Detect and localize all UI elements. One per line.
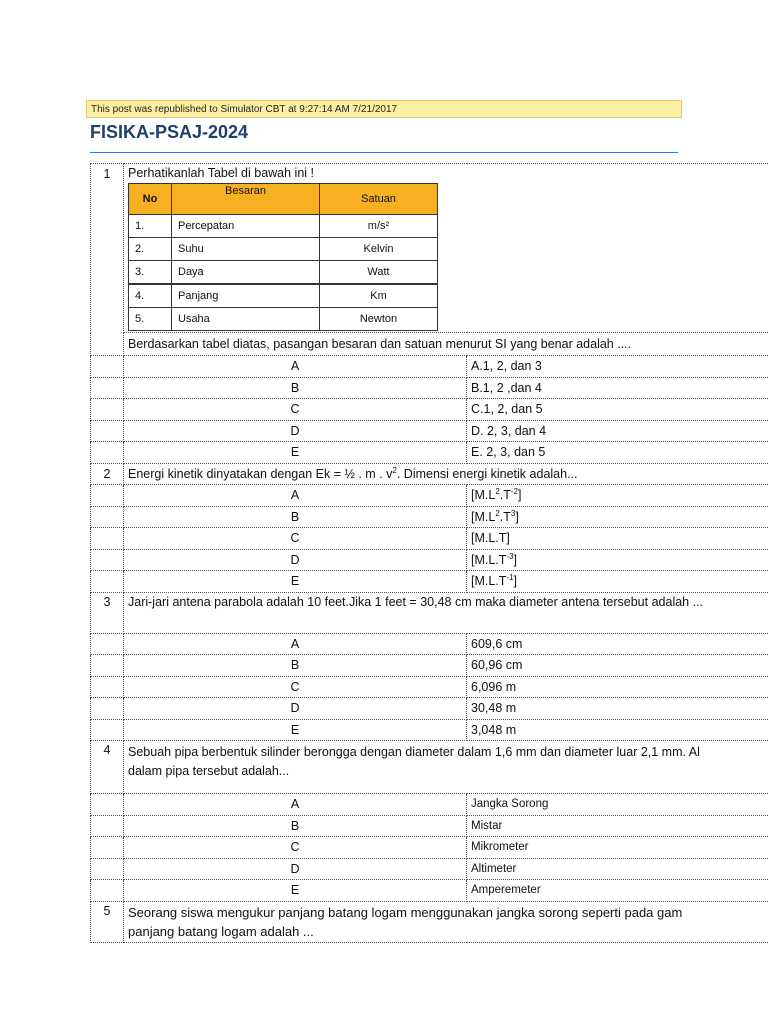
option-letter[interactable]: D	[124, 858, 467, 880]
quantity-table-row	[129, 308, 438, 331]
option-text[interactable]: Mikrometer	[467, 837, 768, 859]
header-besaran: Besaran	[172, 184, 320, 215]
question-1-text: Berdasarkan tabel diatas, pasangan besaran dan satuan menurut SI yang benar adalah ....	[124, 333, 768, 356]
option-text[interactable]	[467, 571, 768, 593]
question-4-line-1: Sebuah pipa berbentuk silinder berongga dengan diameter dalam 1,6 mm dan diameter luar 2,1 mm. Al	[128, 745, 700, 759]
row-no: 1.	[129, 215, 172, 238]
document-title: FISIKA-PSAJ-2024	[90, 122, 249, 142]
dim-base: [M.L.T	[471, 574, 507, 589]
dim-end: ]	[518, 488, 522, 503]
option-letter[interactable]: D	[124, 698, 467, 720]
option-letter[interactable]: E	[124, 719, 467, 741]
option-text[interactable]: 30,48 m	[467, 698, 768, 720]
question-2-text-pre: Energi kinetik dinyatakan dengan Ek = ½ . m . v	[128, 466, 393, 481]
row-no: 5.	[129, 308, 172, 331]
option-text[interactable]	[467, 549, 768, 571]
question-number: 1	[91, 164, 124, 356]
question-2-text	[124, 463, 768, 485]
option-letter[interactable]: A	[124, 794, 467, 816]
option-text[interactable]: A.1, 2, dan 3	[467, 356, 768, 378]
option-text[interactable]: Mistar	[467, 815, 768, 837]
dim-base: [M.L	[471, 488, 496, 503]
answer-option-row[interactable]	[91, 485, 768, 507]
question-2-text-post: . Dimensi energi kinetik adalah...	[396, 466, 578, 481]
option-letter[interactable]: E	[124, 442, 467, 464]
option-text[interactable]: 3,048 m	[467, 719, 768, 741]
option-letter[interactable]: C	[124, 399, 467, 421]
dim-mid: .T	[499, 488, 511, 503]
question-number: 4	[91, 741, 124, 794]
empty-cell	[91, 794, 124, 816]
row-unit: m/s²	[320, 215, 438, 238]
question-5-text	[124, 901, 768, 942]
empty-cell	[91, 420, 124, 442]
empty-cell	[91, 528, 124, 550]
option-text[interactable]: 60,96 cm	[467, 655, 768, 677]
option-letter[interactable]: A	[124, 485, 467, 507]
option-text[interactable]: Amperemeter	[467, 880, 768, 902]
option-letter[interactable]: E	[124, 880, 467, 902]
answer-option-row[interactable]	[91, 506, 768, 528]
option-letter[interactable]: D	[124, 420, 467, 442]
empty-cell	[91, 676, 124, 698]
answer-option-row[interactable]	[91, 356, 768, 378]
answer-option-row[interactable]	[91, 858, 768, 880]
answer-option-row[interactable]	[91, 719, 768, 741]
answer-option-row[interactable]	[91, 837, 768, 859]
empty-cell	[91, 442, 124, 464]
empty-cell	[91, 655, 124, 677]
row-no: 4.	[129, 284, 172, 308]
option-letter[interactable]: C	[124, 837, 467, 859]
question-table	[90, 163, 768, 943]
answer-option-row[interactable]	[91, 676, 768, 698]
superscript: 2	[495, 487, 500, 497]
answer-option-row[interactable]	[91, 815, 768, 837]
option-letter[interactable]: D	[124, 549, 467, 571]
dim-end: ]	[515, 509, 519, 524]
answer-option-row[interactable]	[91, 399, 768, 421]
header-satuan: Satuan	[320, 184, 438, 215]
question-number: 2	[91, 463, 124, 485]
answer-option-row[interactable]	[91, 633, 768, 655]
empty-cell	[91, 633, 124, 655]
quantity-table-row	[129, 215, 438, 238]
superscript: -3	[506, 551, 514, 561]
empty-cell	[91, 858, 124, 880]
question-number: 5	[91, 901, 124, 942]
dim-end: ]	[513, 574, 518, 589]
question-number: 3	[91, 592, 124, 633]
row-unit: Kelvin	[320, 238, 438, 261]
empty-cell	[91, 549, 124, 571]
option-text[interactable]: C.1, 2, dan 5	[467, 399, 768, 421]
option-letter[interactable]: A	[124, 633, 467, 655]
title-underline	[90, 152, 678, 153]
answer-option-row[interactable]	[91, 655, 768, 677]
answer-option-row[interactable]	[91, 377, 768, 399]
empty-cell	[91, 356, 124, 378]
dim-end: ]	[513, 552, 518, 567]
option-letter[interactable]: C	[124, 528, 467, 550]
superscript: 2	[495, 508, 500, 518]
row-unit: Watt	[320, 261, 438, 285]
header-no: No	[129, 184, 172, 215]
empty-cell	[91, 698, 124, 720]
question-1-prompt-row	[91, 333, 768, 356]
dim-base: [M.L	[471, 509, 496, 524]
question-2-row	[91, 463, 768, 485]
dim-base: [M.L.T	[471, 552, 507, 567]
row-no: 2.	[129, 238, 172, 261]
quantity-table-header	[129, 184, 438, 215]
question-4-row	[91, 741, 768, 794]
option-text[interactable]	[467, 506, 768, 528]
answer-option-row[interactable]	[91, 880, 768, 902]
empty-cell	[91, 880, 124, 902]
empty-cell	[91, 571, 124, 593]
empty-cell	[91, 377, 124, 399]
quantity-unit-table	[128, 183, 438, 331]
option-text[interactable]: 609,6 cm	[467, 633, 768, 655]
option-text[interactable]: 6,096 m	[467, 676, 768, 698]
option-letter[interactable]: B	[124, 506, 467, 528]
answer-option-row[interactable]	[91, 794, 768, 816]
question-4-text	[124, 741, 768, 794]
row-no: 3.	[129, 261, 172, 285]
row-unit: Km	[320, 284, 438, 308]
quantity-table-row	[129, 238, 438, 261]
row-quantity: Suhu	[172, 238, 320, 261]
option-text[interactable]: E. 2, 3, dan 5	[467, 442, 768, 464]
empty-cell	[91, 485, 124, 507]
empty-cell	[91, 837, 124, 859]
superscript: 3	[510, 508, 516, 518]
option-letter[interactable]: B	[124, 655, 467, 677]
dim-mid: .T	[499, 509, 511, 524]
dim-base: [M.L.T]	[471, 531, 510, 546]
answer-option-row[interactable]	[91, 571, 768, 593]
option-text[interactable]: Jangka Sorong	[467, 794, 768, 816]
option-text[interactable]	[467, 528, 768, 550]
option-text[interactable]: Altimeter	[467, 858, 768, 880]
quantity-table-row	[129, 261, 438, 285]
answer-option-row[interactable]	[91, 420, 768, 442]
superscript: -2	[510, 487, 518, 497]
row-quantity: Panjang	[172, 284, 320, 308]
question-5-line-2: panjang batang logam adalah ...	[128, 923, 314, 939]
row-quantity: Percepatan	[172, 215, 320, 238]
option-text[interactable]: D. 2, 3, dan 4	[467, 420, 768, 442]
answer-option-row[interactable]	[91, 528, 768, 550]
empty-cell	[91, 506, 124, 528]
question-3-text: Jari-jari antena parabola adalah 10 feet.Jika 1 feet = 30,48 cm maka diameter antena tersebut adalah ...	[124, 592, 768, 633]
row-quantity: Daya	[172, 261, 320, 285]
empty-cell	[91, 815, 124, 837]
question-1-row	[91, 164, 768, 333]
option-letter[interactable]: B	[124, 377, 467, 399]
option-letter[interactable]: B	[124, 815, 467, 837]
option-text[interactable]: B.1, 2 ,dan 4	[467, 377, 768, 399]
answer-option-row[interactable]	[91, 549, 768, 571]
question-5-line-1: Seorang siswa mengukur panjang batang logam menggunakan jangka sorong seperti pada gam	[128, 904, 683, 920]
republish-banner: This post was republished to Simulator CBT at 9:27:14 AM 7/21/2017	[86, 100, 682, 118]
question-1-content	[124, 164, 768, 333]
quantity-table-row	[129, 284, 438, 308]
superscript: -1	[506, 573, 514, 583]
option-letter[interactable]: E	[124, 571, 467, 593]
empty-cell	[91, 399, 124, 421]
question-3-row	[91, 592, 768, 633]
empty-cell	[91, 719, 124, 741]
option-letter[interactable]: A	[124, 356, 467, 378]
option-text[interactable]	[467, 485, 768, 507]
answer-option-row[interactable]	[91, 698, 768, 720]
question-1-intro: Perhatikanlah Tabel di bawah ini !	[128, 166, 315, 180]
answer-option-row[interactable]	[91, 442, 768, 464]
row-quantity: Usaha	[172, 308, 320, 331]
question-4-line-2: dalam pipa tersebut adalah...	[128, 764, 290, 778]
superscript: 2	[392, 465, 397, 475]
question-5-row	[91, 901, 768, 942]
row-unit: Newton	[320, 308, 438, 331]
option-letter[interactable]: C	[124, 676, 467, 698]
